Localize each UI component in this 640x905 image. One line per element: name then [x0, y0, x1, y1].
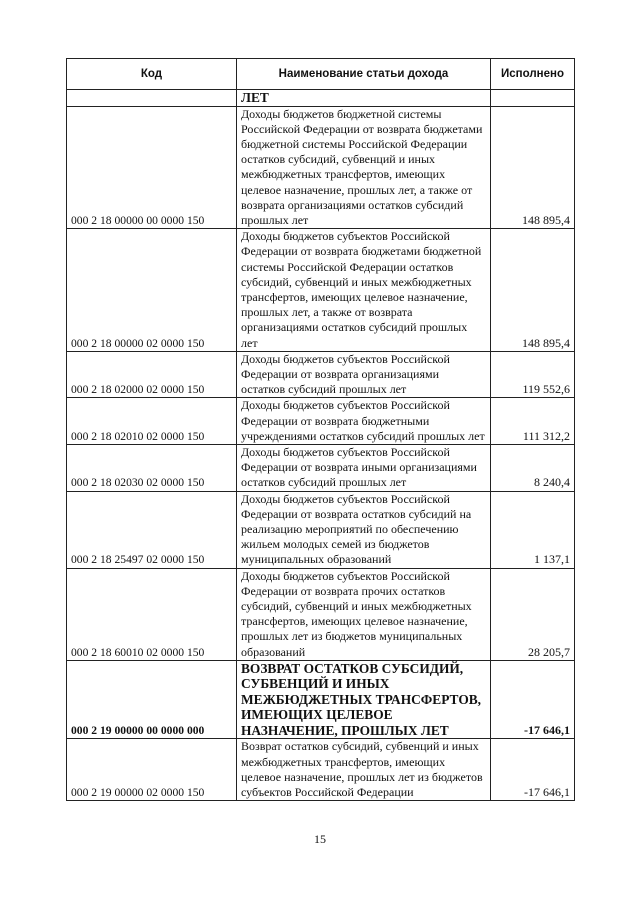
- row-code: 000 2 19 00000 00 0000 000: [67, 660, 237, 739]
- table-row: [67, 106, 575, 229]
- row-name: ЛЕТ: [237, 90, 491, 107]
- table-row: [67, 491, 575, 568]
- table-row: [67, 229, 575, 352]
- row-amount: 148 895,4: [491, 229, 575, 352]
- row-name: Доходы бюджетов субъектов Российской Федерации от возврата иными организациями остатков субсидий прошлых лет: [237, 444, 491, 491]
- row-name: Доходы бюджетов субъектов Российской Федерации от возврата прочих остатков субсидий, субвенций и иных межбюджетных трансфертов, имеющих целевое назначение, прошлых лет из бюджетов муниципальных образований: [237, 568, 491, 660]
- table-body: [67, 90, 575, 801]
- row-name: Возврат остатков субсидий, субвенций и иных межбюджетных трансфертов, имеющих целевое назначение, прошлых лет из бюджетов субъектов Российской Федерации: [237, 739, 491, 801]
- table-row: [67, 398, 575, 445]
- table-row: [67, 568, 575, 660]
- row-code: 000 2 18 00000 02 0000 150: [67, 229, 237, 352]
- row-code: 000 2 18 02000 02 0000 150: [67, 351, 237, 398]
- row-code: 000 2 19 00000 02 0000 150: [67, 739, 237, 801]
- row-code: 000 2 18 60010 02 0000 150: [67, 568, 237, 660]
- table-row: [67, 660, 575, 739]
- row-code: 000 2 18 02030 02 0000 150: [67, 444, 237, 491]
- column-header-executed: Исполнено: [491, 59, 575, 90]
- table-row-continuation: [67, 90, 575, 107]
- row-amount: 111 312,2: [491, 398, 575, 445]
- row-amount: [491, 90, 575, 107]
- row-name: ВОЗВРАТ ОСТАТКОВ СУБСИДИЙ, СУБВЕНЦИЙ И ИНЫХ МЕЖБЮДЖЕТНЫХ ТРАНСФЕРТОВ, ИМЕЮЩИХ ЦЕЛЕВОЕ НАЗНАЧЕНИЕ, ПРОШЛЫХ ЛЕТ: [237, 660, 491, 739]
- row-code: 000 2 18 25497 02 0000 150: [67, 491, 237, 568]
- row-amount: 1 137,1: [491, 491, 575, 568]
- row-name: Доходы бюджетов субъектов Российской Федерации от возврата бюджетами бюджетной системы Российской Федерации остатков субсидий, субвенций и иных межбюджетных трансфертов, имеющих целевое назначение, прошлых лет, а также от возврата организациями остатков субсидий прошлых лет: [237, 229, 491, 352]
- row-code: 000 2 18 02010 02 0000 150: [67, 398, 237, 445]
- column-header-code: Код: [67, 59, 237, 90]
- row-name: Доходы бюджетов субъектов Российской Федерации от возврата остатков субсидий на реализацию мероприятий по обеспечению жильем молодых семей из бюджетов муниципальных образований: [237, 491, 491, 568]
- table-row: [67, 351, 575, 398]
- row-code: [67, 90, 237, 107]
- table-header-row: [67, 59, 575, 90]
- row-amount: 28 205,7: [491, 568, 575, 660]
- row-name: Доходы бюджетов субъектов Российской Федерации от возврата бюджетными учреждениями остатков субсидий прошлых лет: [237, 398, 491, 445]
- table-row: [67, 444, 575, 491]
- row-amount: -17 646,1: [491, 739, 575, 801]
- column-header-name: Наименование статьи дохода: [237, 59, 491, 90]
- page-number: 15: [314, 832, 326, 846]
- table-row: [67, 739, 575, 801]
- row-amount: 8 240,4: [491, 444, 575, 491]
- row-code: 000 2 18 00000 00 0000 150: [67, 106, 237, 229]
- row-amount: 148 895,4: [491, 106, 575, 229]
- row-amount: 119 552,6: [491, 351, 575, 398]
- row-name: Доходы бюджетов субъектов Российской Федерации от возврата организациями остатков субсидий прошлых лет: [237, 351, 491, 398]
- row-amount: -17 646,1: [491, 660, 575, 739]
- revenue-table: [66, 58, 575, 801]
- row-name: Доходы бюджетов бюджетной системы Российской Федерации от возврата бюджетами бюджетной системы Российской Федерации остатков субсидий, субвенций и иных межбюджетных трансфертов, имеющих целевое назначение, прошлых лет, а также от возврата организациями остатков субсидий прошлых лет: [237, 106, 491, 229]
